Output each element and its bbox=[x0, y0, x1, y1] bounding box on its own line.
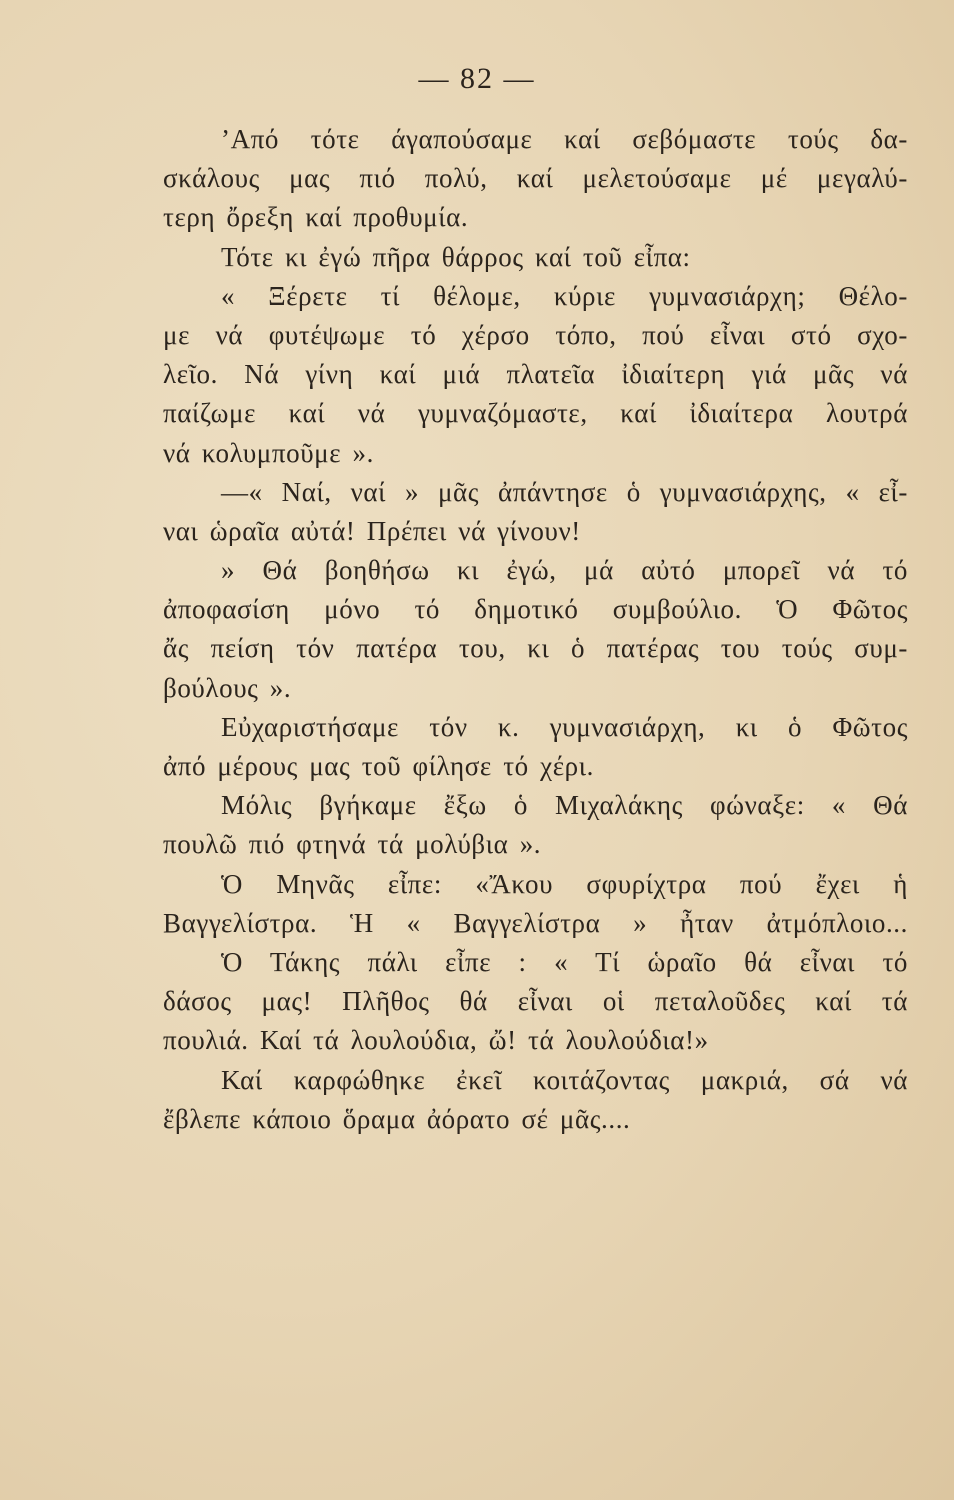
text-line: Καί καρφώθηκε ἐκεῖ κοιτάζοντας μακριά, σά νά bbox=[221, 1064, 908, 1095]
text-line: ’Από τότε άγαπούσαμε καί σεβόμαστε τούς δα- bbox=[221, 124, 908, 154]
text-line: πουλιά. Καί τά λουλούδια, ὤ! τά λουλούδια!» bbox=[163, 1025, 709, 1056]
text-line: σκάλους μας πιό πολύ, καί μελετούσαμε μέ μεγαλύ- bbox=[163, 163, 908, 194]
text-line: Μόλις βγήκαμε ἔξω ὁ Μιχαλάκης φώναξε: « Θά bbox=[221, 790, 908, 821]
text-line: ναι ὡραῖα αὐτά! Πρέπει νά γίνουν! bbox=[163, 515, 581, 546]
text-line: λεῖο. Νά γίνη καί μιά πλατεῖα ἰδιαίτερη γιά μᾶς νά bbox=[163, 359, 908, 390]
text-line: πουλῶ πιό φτηνά τά μολύβια ». bbox=[163, 829, 542, 860]
text-line: Τότε κι ἐγώ πῆρα θάρρος καί τοῦ εἶπα: bbox=[221, 241, 691, 272]
body-text bbox=[163, 120, 908, 1139]
text-line: ἄς πείση τόν πατέρα του, κι ὁ πατέρας του τούς συμ- bbox=[163, 633, 908, 664]
text-line: « Ξέρετε τί θέλομε, κύριε γυμνασιάρχη; Θέλο- bbox=[221, 280, 908, 311]
text-line: Ὁ Τάκης πάλι εἶπε : « Τί ὡραῖο θά εἶναι τό bbox=[221, 946, 908, 977]
text-line: τερη ὄρεξη καί προθυμία. bbox=[163, 202, 469, 233]
text-line: —« Ναί, ναί » μᾶς ἀπάντησε ὁ γυμνασιάρχης, « εἶ- bbox=[221, 476, 908, 507]
text-line: » Θά βοηθήσω κι ἐγώ, μά αὐτό μπορεῖ νά τό bbox=[221, 555, 908, 586]
text-line: ἀπό μέρους μας τοῦ φίλησε τό χέρι. bbox=[163, 751, 594, 781]
page-number: — 82 — bbox=[418, 62, 536, 95]
text-line: Εὐχαριστήσαμε τόν κ. γυμνασιάρχη, κι ὁ Φῶτος bbox=[221, 711, 908, 742]
text-line: βούλους ». bbox=[163, 672, 292, 703]
text-line: Ὁ Μηνᾶς εἶπε: «Ἄκου σφυρίχτρα πού ἔχει ἡ bbox=[221, 868, 908, 899]
text-line: παίζωμε καί νά γυμναζόμαστε, καί ἰδιαίτερα λουτρά bbox=[163, 398, 908, 429]
text-line: με νά φυτέψωμε τό χέρσο τόπο, πού εἶναι στό σχο- bbox=[163, 319, 908, 350]
text-line: δάσος μας! Πλῆθος θά εἶναι οἱ πεταλοῦδες καί τά bbox=[163, 986, 908, 1017]
text-line: Βαγγελίστρα. Ἡ « Βαγγελίστρα » ἦταν ἀτμόπλοιο... bbox=[163, 907, 908, 938]
text-line: ἔβλεπε κάποιο ὅραμα ἀόρατο σέ μᾶς.... bbox=[163, 1103, 631, 1134]
text-line: ἀποφασίση μόνο τό δημοτικό συμβούλιο. Ὁ Φῶτος bbox=[163, 594, 908, 625]
text-line: νά κολυμποῦμε ». bbox=[163, 437, 374, 468]
